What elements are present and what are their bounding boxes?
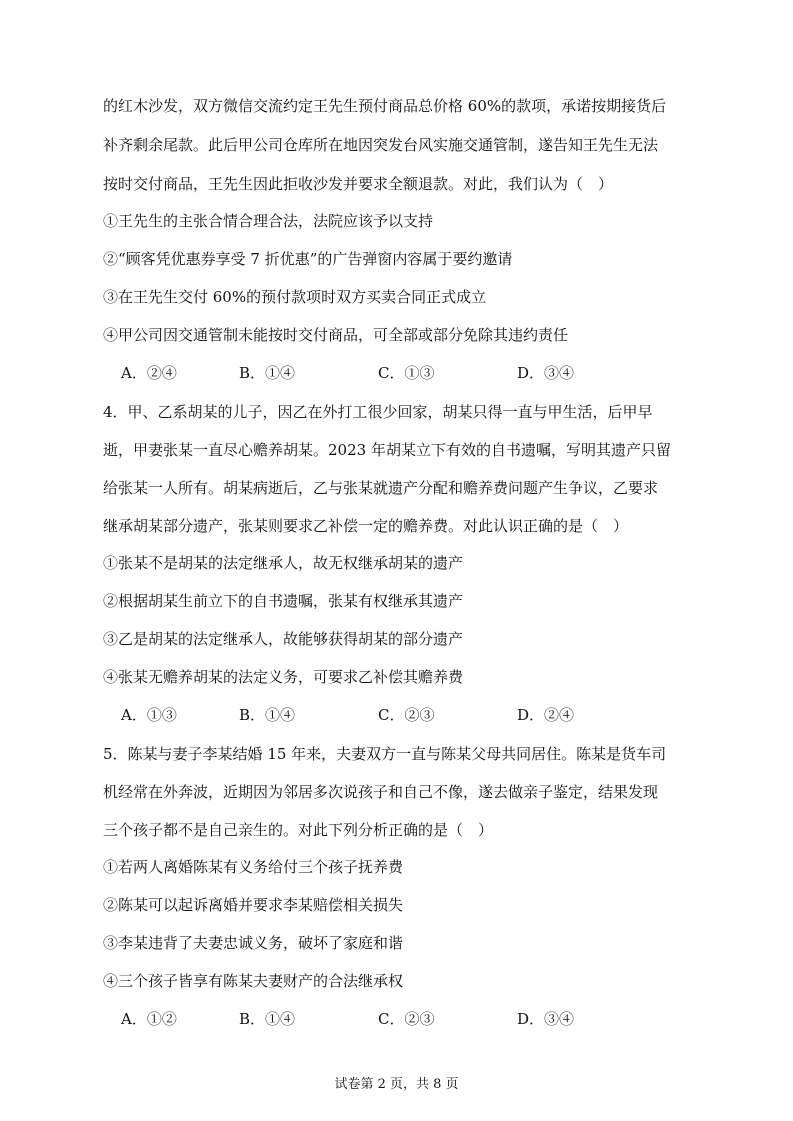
q5-text-line: 三个孩子都不是自己亲生的。对此下列分析正确的是（ ） (103, 821, 494, 839)
q5-statement-2: ②陈某可以起诉离婚并要求李某赔偿相关损失 (103, 896, 404, 914)
q3-statement-2: ②“顾客凭优惠券享受 7 折优惠”的广告弹窗内容属于要约邀请 (103, 250, 513, 268)
q3-choice-d[interactable]: D．③④ (517, 364, 575, 382)
q4-choice-a[interactable]: A．①③ (121, 706, 177, 724)
q4-choices (121, 705, 681, 725)
q4-text-line: 4．甲、乙系胡某的儿子，因乙在外打工很少回家，胡某只得一直与甲生活，后甲早 (103, 403, 653, 421)
q4-text-line: 继承胡某部分遗产，张某则要求乙补偿一定的赡养费。对此认识正确的是（ ） (103, 517, 629, 535)
q3-text-line: 补齐剩余尾款。此后甲公司仓库所在地因突发台风实施交通管制，遂告知王先生无法 (103, 136, 659, 154)
q3-text-line: 按时交付商品，王先生因此拒收沙发并要求全额退款。对此，我们认为（ ） (103, 175, 614, 193)
q4-statement-4: ④张某无赡养胡某的法定义务，可要求乙补偿其赡养费 (103, 668, 464, 686)
q3-statement-3: ③在王先生交付 60%的预付款项时双方买卖合同正式成立 (103, 288, 487, 306)
q3-choice-a[interactable]: A．②④ (121, 364, 177, 382)
q5-choice-b[interactable]: B．①④ (239, 1010, 296, 1028)
q3-choice-b[interactable]: B．①④ (239, 364, 296, 382)
q5-text-line: 机经常在外奔波，近期因为邻居多次说孩子和自己不像，遂去做亲子鉴定，结果发现 (103, 783, 659, 801)
q3-choice-c[interactable]: C．①③ (378, 364, 435, 382)
q3-statement-4: ④甲公司因交通管制未能按时交付商品，可全部或部分免除其违约责任 (103, 326, 569, 344)
q5-text-line: 5．陈某与妻子李某结婚 15 年来，夫妻双方一直与陈某父母共同居住。陈某是货车司 (103, 745, 667, 763)
q4-choice-c[interactable]: C．②③ (378, 706, 435, 724)
q3-text-line: 的红木沙发，双方微信交流约定王先生预付商品总价格 60%的款项，承诺按期接货后 (103, 97, 667, 115)
q4-text-line: 逝，甲妻张某一直尽心赡养胡某。2023 年胡某立下有效的自书遗嘱，写明其遗产只留 (103, 441, 671, 459)
q5-choices (121, 1009, 681, 1029)
q4-statement-3: ③乙是胡某的法定继承人，故能够获得胡某的部分遗产 (103, 630, 464, 648)
q5-choice-c[interactable]: C．②③ (378, 1010, 435, 1028)
q4-statement-1: ①张某不是胡某的法定继承人，故无权继承胡某的遗产 (103, 554, 464, 572)
q4-statement-2: ②根据胡某生前立下的自书遗嘱，张某有权继承其遗产 (103, 592, 464, 610)
q5-statement-4: ④三个孩子皆享有陈某夫妻财产的合法继承权 (103, 972, 404, 990)
page-footer: 试卷第 2 页，共 8 页 (334, 1077, 459, 1092)
q4-choice-d[interactable]: D．②④ (517, 706, 575, 724)
q3-statement-1: ①王先生的主张合情合理合法，法院应该予以支持 (103, 212, 434, 230)
q5-choice-d[interactable]: D．③④ (517, 1010, 575, 1028)
q3-choices (121, 363, 681, 383)
q5-choice-a[interactable]: A．①② (121, 1010, 177, 1028)
q5-statement-3: ③李某违背了夫妻忠诚义务，破坏了家庭和谐 (103, 934, 404, 952)
q4-text-line: 给张某一人所有。胡某病逝后，乙与张某就遗产分配和赡养费问题产生争议，乙要求 (103, 479, 659, 497)
q5-statement-1: ①若两人离婚陈某有义务给付三个孩子抚养费 (103, 858, 404, 876)
q4-choice-b[interactable]: B．①④ (239, 706, 296, 724)
